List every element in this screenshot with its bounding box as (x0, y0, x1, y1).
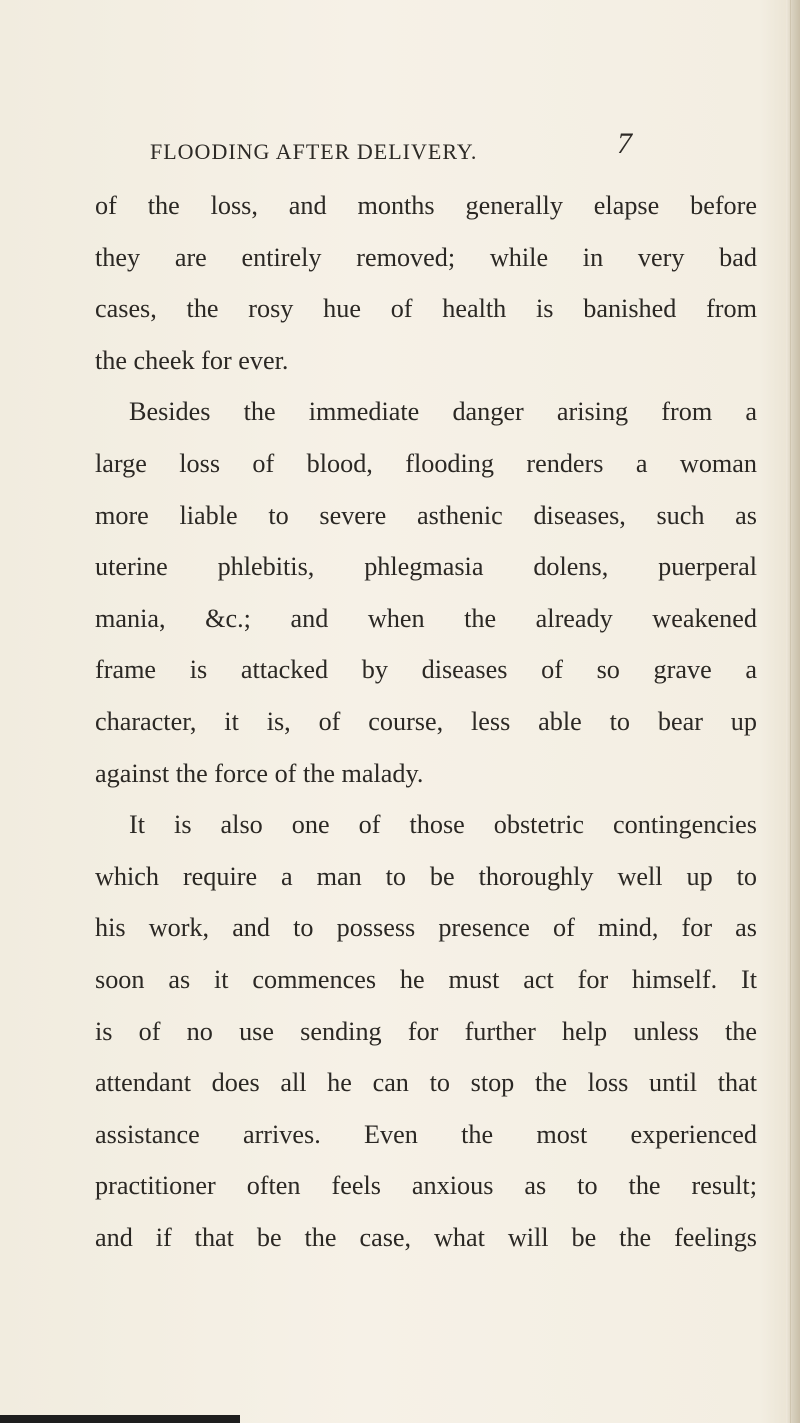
scan-border (0, 1415, 240, 1423)
text-line: It is also one of those obstetric contingencies (129, 810, 757, 840)
body-text (95, 180, 757, 1263)
text-line: more liable to severe asthenic diseases, such as (95, 500, 757, 530)
text-line: and if that be the case, what will be the feelings (95, 1222, 757, 1252)
text-line: his work, and to possess presence of mind, for as (95, 913, 757, 943)
text-line: mania, &c.; and when the already weakened (95, 603, 757, 633)
text-line: practitioner often feels anxious as to the result; (95, 1171, 757, 1201)
text-line: frame is attacked by diseases of so grave a (95, 655, 757, 685)
text-line: against the force of the malady. (95, 758, 424, 788)
text-line: Besides the immediate danger arising from a (129, 397, 757, 427)
text-line: character, it is, of course, less able to bear up (95, 706, 757, 736)
text-line: large loss of blood, flooding renders a woman (95, 448, 757, 478)
page-edge (786, 0, 800, 1423)
text-line: the cheek for ever. (95, 345, 289, 375)
text-line: cases, the rosy hue of health is banished from (95, 294, 757, 324)
text-line: attendant does all he can to stop the loss until that (95, 1068, 757, 1098)
text-line: which require a man to be thoroughly well up to (95, 861, 757, 891)
text-line: uterine phlebitis, phlegmasia dolens, puerperal (95, 552, 757, 582)
text-line: soon as it commences he must act for himself. It (95, 964, 757, 994)
running-header: FLOODING AFTER DELIVERY. (150, 139, 478, 164)
text-line: of the loss, and months generally elapse before (95, 191, 757, 220)
text-line: assistance arrives. Even the most experienced (95, 1119, 757, 1149)
page-number: 7 (617, 127, 632, 160)
text-line: is of no use sending for further help unless the (95, 1016, 757, 1046)
text-line: they are entirely removed; while in very bad (95, 242, 757, 272)
